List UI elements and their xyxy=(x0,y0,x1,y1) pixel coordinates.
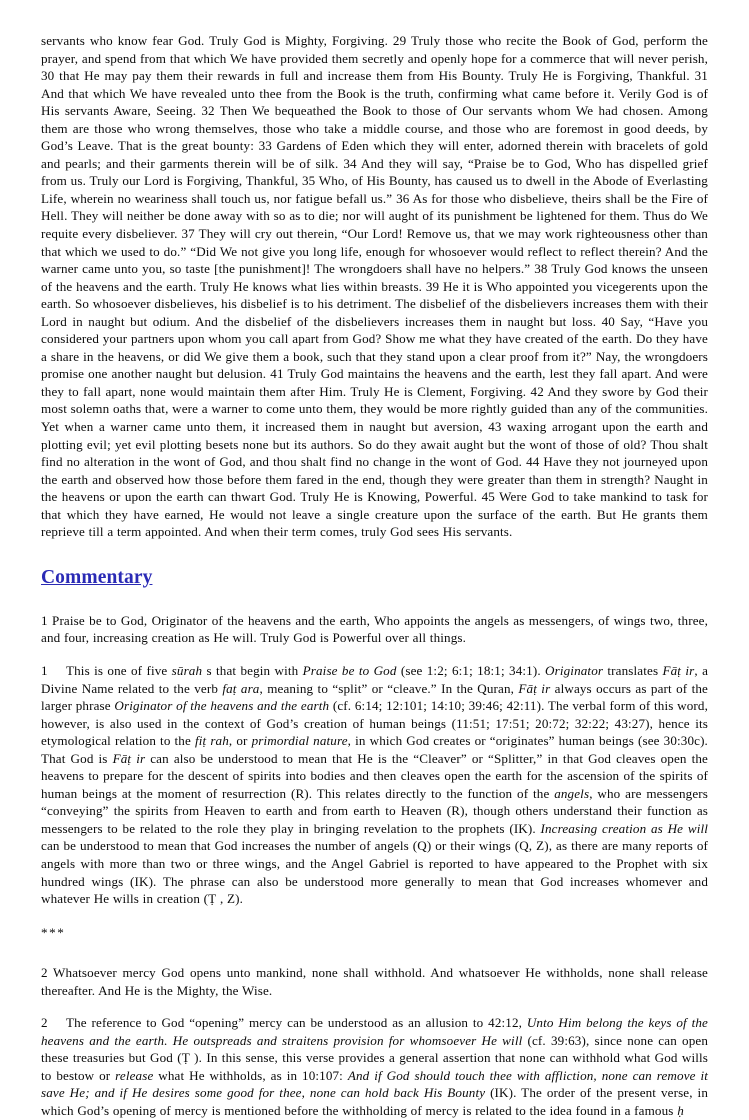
verse-lemma-2-number: 2 xyxy=(41,965,48,981)
commentary-heading-row xyxy=(41,541,708,589)
commentary-note-2-number: 2 xyxy=(41,1015,48,1031)
verse-lemma-1-text: Praise be to God, Originator of the heavens and the earth, Who appoints the angels as messengers, of wings two, three, and four, increasing creation as He will. Truly God is Powerful over all things. xyxy=(41,612,708,646)
verse-lemma-1-number: 1 xyxy=(41,612,48,628)
verse-lemma-2 xyxy=(41,964,708,999)
commentary-note-2-body: The reference to God “opening” mercy can be understood as an allusion to 42:12, Unto Him belong the keys of the heavens and the earth. He outspreads and straitens provision for whomsoever He will (cf. 39:63), since none can open these treasuries but God (Ṭ ). In this sense, this verse provides a general assertion that none can withhold what God wills to bestow or release what He withholds, as in 10:107: And if God should touch thee with affliction, none can remove it save He; and if He desires some good for thee, none can hold back His Bounty (IK). The order of the present verse, in which God’s opening of mercy is mentioned before the withholding of mercy is related to the idea found in a famous ḥ xyxy=(41,1015,708,1118)
commentary-note-1-body: This is one of five sūrah s that begin with Praise be to God (see 1:2; 6:1; 18:1; 34:1). Originator translates Fāṭ ir, a Divine Name related to the verb faṭ ara, meaning to “split” or “cleave.” In the Quran, Fāṭ ir always occurs as part of the larger phrase Originator of the heavens and the earth (cf. 6:14; 12:101; 14:10; 39:46; 42:11). The verbal form of this word, however, is also used in the context of God’s creation of human beings (11:51; 17:51; 20:72; 32:22; 43:27), hence its etymological relation to the fiṭ rah, or primordial nature, in which God creates or “originates” human beings (see 30:30c). That God is Fāṭ ir can also be understood to mean that He is the “Cleaver” or “Splitter,” in that God cleaves open the heavens to prepare for the descent of spirits into bodies and then cleaves open the earth for the ascension of the spirits of human beings at the moment of resurrection (R). This relates directly to the function of the angels, who are messengers “conveying” the spirits from Heaven to earth and from earth to Heaven (R), though others understand their function as messengers to be related to the role they play in bringing revelation to the prophets (IK). Increasing creation as He will can be understood to mean that God increases the number of angels (Q) or their wings (Q, Z), as there are many reports of angels with more than two or three wings, and the Angel Gabriel is reported to have appeared to the Prophet with six hundred wings (IK). The phrase can also be understood more generally to mean that God increases whomever and whatever He wills in creation (Ṭ , Z). xyxy=(41,662,709,907)
verse-lemma-2-text: Whatsoever mercy God opens unto mankind, none shall withhold. And whatsoever He withholds, none shall release thereafter. And He is the Mighty, the Wise. xyxy=(41,965,708,998)
commentary-note-1-number: 1 xyxy=(41,662,48,678)
verse-lemma-1 xyxy=(41,612,708,647)
section-divider: *** xyxy=(41,924,66,940)
scripture-continuation-paragraph: servants who know fear God. Truly God is Mighty, Forgiving. 29 Truly those who recite the Book of God, perform the prayer, and spend from that which We have provided them secretly and openly hope for a commerce that will never perish, 30 that He may pay them their rewards in full and increase them from His Bounty. Truly He is Forgiving, Thankful. 31 And that which We have revealed unto thee from the Book is the truth, confirming what came before it. Verily God is of His servants Aware, Seeing. 32 Then We bequeathed the Book to those of Our servants whom We had chosen. Among them are those who wrong themselves, those who take a middle course, and those who are foremost in good deeds, by God’s Leave. That is the great bounty: 33 Gardens of Eden which they will enter, adorned therein with bracelets of gold and pearls; and their garments therein will be of silk. 34 And they will say, “Praise be to God, Who has dispelled grief from us. Truly our Lord is Forgiving, Thankful, 35 Who, of His Bounty, has caused us to dwell in the Abode of Everlasting Life, wherein no weariness shall touch us, nor fatigue befall us.” 36 As for those who disbelieve, theirs shall be the Fire of Hell. They will neither be done away with so as to die; nor will aught of its punishment be lightened for them. Thus do We requite every disbeliever. 37 They will cry out therein, “Our Lord! Remove us, that we may work righteousness other than that which we used to do.” “Did We not give you long life, enough for whosoever would reflect to reflect therein? And the warner came unto you, so taste [the punishment]! The wrongdoers shall have no helpers.” 38 Truly God knows the unseen of the heavens and the earth. Truly He knows what lies within breasts. 39 He it is Who appointed you vicegerents upon the earth. So whosoever disbelieves, his disbelief is to his detriment. The disbelief of the disbelievers increases them with their Lord in naught but odium. And the disbelief of the disbelievers increases them in naught but loss. 40 Say, “Have you considered your partners upon whom you call apart from God? Show me what they have created of the earth. Do they have a share in the heavens, or did We give them a book, such that they stand upon a clear proof from it?” Nay, the wrongdoers promise one another naught but delusion. 41 Truly God maintains the heavens and the earth, lest they fall apart. And were they to fall apart, none would maintain them after Him. Truly He is Clement, Forgiving. 42 And they swore by God their most solemn oaths that, were a warner to come unto them, they would be more rightly guided than any of the communities. Yet when a warner came unto them, it increased them in naught but aversion, 43 waxing arrogant upon the earth and plotting evil; yet evil plotting besets none but its authors. So do they await aught but the wont of those of old? Thou shalt find no alteration in the wont of God, and thou shalt find no change in the wont of God. 44 Have they not journeyed upon the earth and observed how those before them fared in the end, though they were greater than them in strength? Naught in the heavens or upon the earth can thwart God. Truly He is Knowing, Powerful. 45 Were God to take mankind to task for that which they have earned, He would not leave a single creature upon the surface of the earth. But He grants them reprieve till a term appointed. And when their term comes, truly God sees His servants. xyxy=(41,33,708,540)
commentary-note-2 xyxy=(41,1014,708,1119)
page-title: Commentary xyxy=(41,566,153,588)
commentary-note-1 xyxy=(41,662,708,908)
